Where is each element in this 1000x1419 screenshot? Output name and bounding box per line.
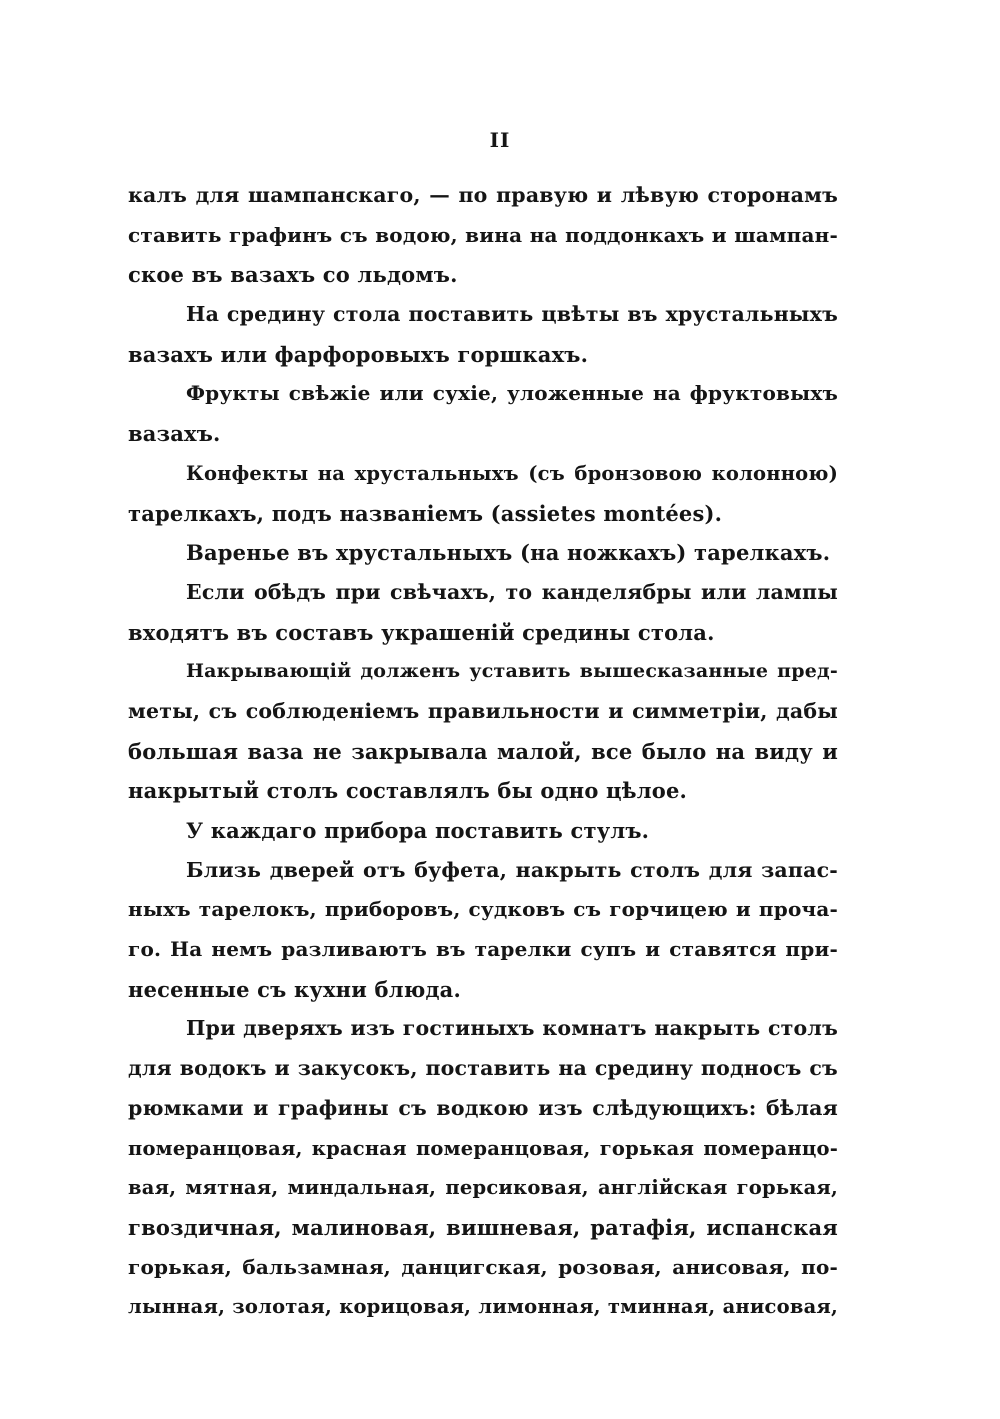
- text-line: Варенье въ хрустальныхъ (на ножкахъ) тарелкахъ.: [186, 540, 831, 566]
- text-line: лынная, золотая, корицовая, лимонная, тминная, анисовая,: [128, 1295, 838, 1319]
- text-line: рюмками и графины съ водкою изъ слѣдующихъ: бѣлая: [128, 1095, 838, 1120]
- text-line: ныхъ тарелокъ, приборовъ, судковъ съ горчицею и проча-: [128, 897, 838, 922]
- text-line: несенные съ кухни блюда.: [128, 976, 461, 1002]
- text-line: Накрывающій долженъ уставить вышесказанные пред-: [186, 660, 838, 683]
- text-line: калъ для шампанскаго, — по правую и лѣвую сторонамъ: [128, 183, 838, 207]
- text-line: горькая, бальзамная, данцигская, розовая, анисовая, по-: [128, 1254, 838, 1279]
- page-number: II: [489, 128, 511, 152]
- text-line: гвоздичная, малиновая, вишневая, ратафія, испанская: [128, 1214, 838, 1240]
- text-line: го. На немъ разливаютъ въ тарелки супъ и ставятся при-: [128, 937, 838, 962]
- text-line: Если обѣдъ при свѣчахъ, то канделябры или лампы: [186, 579, 838, 604]
- body-text: [128, 176, 838, 1327]
- text-line: При дверяхъ изъ гостиныхъ комнатъ накрыть столъ: [186, 1016, 838, 1041]
- text-line: накрытый столъ составлялъ бы одно цѣлое.: [128, 778, 688, 804]
- text-line: для водокъ и закусокъ, поставить на средину подносъ съ: [128, 1056, 838, 1081]
- text-line: тарелкахъ, подъ названіемъ (assietes montées).: [128, 500, 723, 526]
- text-line: померанцовая, красная померанцовая, горькая померанцо-: [128, 1136, 838, 1160]
- text-line: вая, мятная, миндальная, персиковая, англійская горькая,: [128, 1176, 838, 1200]
- text-line: Конфекты на хрустальныхъ (съ бронзовою колонною): [186, 461, 838, 485]
- text-line: ское въ вазахъ со льдомъ.: [128, 262, 458, 288]
- text-line: Фрукты свѣжіе или сухіе, уложенные на фруктовыхъ: [186, 381, 838, 406]
- text-line: Близь дверей отъ буфета, накрыть столъ для запас-: [186, 857, 838, 882]
- text-line: большая ваза не закрывала малой, все было на виду и: [128, 738, 838, 764]
- text-line: На средину стола поставить цвѣты въ хрустальныхъ: [186, 302, 838, 327]
- text-line: меты, съ соблюденіемъ правильности и симметріи, дабы: [128, 698, 838, 723]
- text-line: У каждаго прибора поставить стулъ.: [186, 818, 650, 843]
- text-line: ставить графинъ съ водою, вина на поддонкахъ и шампан-: [128, 222, 838, 247]
- text-line: вазахъ.: [128, 421, 221, 447]
- text-line: входятъ въ составъ украшеній средины стола.: [128, 619, 715, 645]
- text-line: вазахъ или фарфоровыхъ горшкахъ.: [128, 341, 589, 367]
